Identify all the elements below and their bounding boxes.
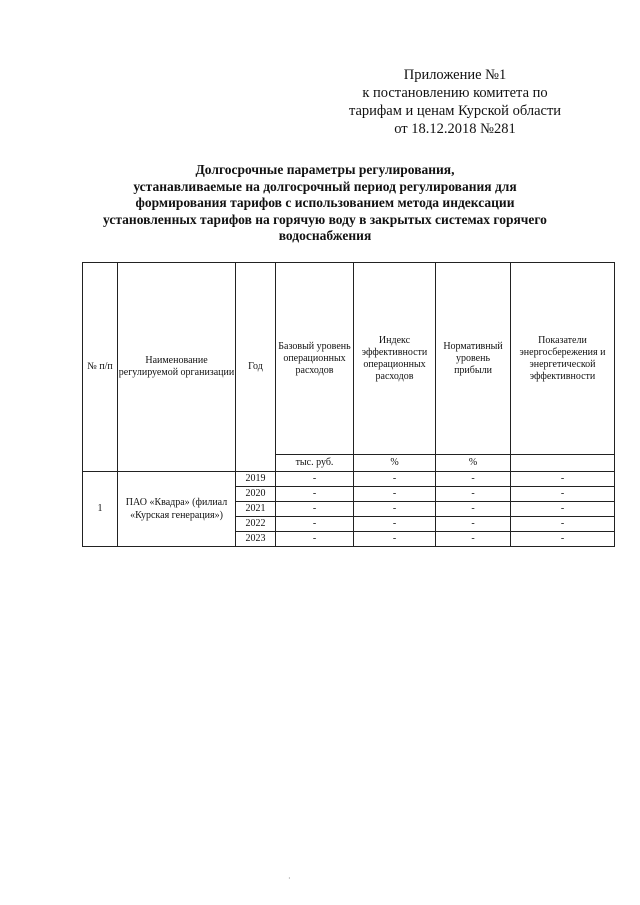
title-line-3: формирования тарифов с использованием метода индексации [135, 195, 515, 210]
energy-cell: - [511, 502, 615, 517]
header-num: № п/п [83, 263, 118, 472]
parameters-table [82, 262, 615, 547]
base-cell: - [276, 532, 354, 547]
header-profit: Нормативный уровень прибыли [436, 263, 511, 455]
base-cell: - [276, 472, 354, 487]
year-cell: 2019 [236, 472, 276, 487]
appendix-line-4: от 18.12.2018 №281 [394, 121, 516, 137]
year-cell: 2023 [236, 532, 276, 547]
energy-cell: - [511, 532, 615, 547]
energy-cell: - [511, 472, 615, 487]
profit-cell: - [436, 502, 511, 517]
title-line-5: водоснабжения [278, 228, 372, 243]
document-title [70, 162, 580, 245]
year-cell: 2021 [236, 502, 276, 517]
base-cell: - [276, 487, 354, 502]
header-org: Наименование регулируемой организации [118, 263, 236, 472]
title-line-4: установленных тарифов на горячую воду в закрытых системах горячего [103, 211, 547, 227]
unit-profit: % [436, 455, 511, 472]
index-cell: - [354, 502, 436, 517]
scan-speck: · [288, 874, 291, 883]
unit-base: тыс. руб. [276, 455, 354, 472]
profit-cell: - [436, 472, 511, 487]
index-cell: - [354, 517, 436, 532]
title-line-1: Долгосрочные параметры регулирования, [195, 162, 455, 177]
unit-index: % [354, 455, 436, 472]
row-num: 1 [83, 472, 118, 547]
appendix-header [330, 66, 580, 138]
profit-cell: - [436, 487, 511, 502]
header-year: Год [236, 263, 276, 472]
base-cell: - [276, 517, 354, 532]
profit-cell: - [436, 532, 511, 547]
year-cell: 2022 [236, 517, 276, 532]
appendix-line-1: Приложение №1 [403, 67, 507, 83]
title-line-2: устанавливаемые на долгосрочный период регулирования для [133, 178, 517, 194]
energy-cell: - [511, 487, 615, 502]
header-base: Базовый уровень операционных расходов [276, 263, 354, 455]
base-cell: - [276, 502, 354, 517]
appendix-line-3: тарифам и ценам Курской области [348, 103, 562, 119]
header-energy: Показатели энергосбережения и энергетической эффективности [511, 263, 615, 455]
energy-cell: - [511, 517, 615, 532]
index-cell: - [354, 532, 436, 547]
row-org: ПАО «Квадра» (филиал «Курская генерация») [118, 472, 236, 547]
profit-cell: - [436, 517, 511, 532]
table-row [83, 472, 615, 487]
year-cell: 2020 [236, 487, 276, 502]
unit-energy [511, 455, 615, 472]
appendix-line-2: к постановлению комитета по [362, 85, 548, 101]
index-cell: - [354, 472, 436, 487]
header-index: Индекс эффективности операционных расходов [354, 263, 436, 455]
index-cell: - [354, 487, 436, 502]
